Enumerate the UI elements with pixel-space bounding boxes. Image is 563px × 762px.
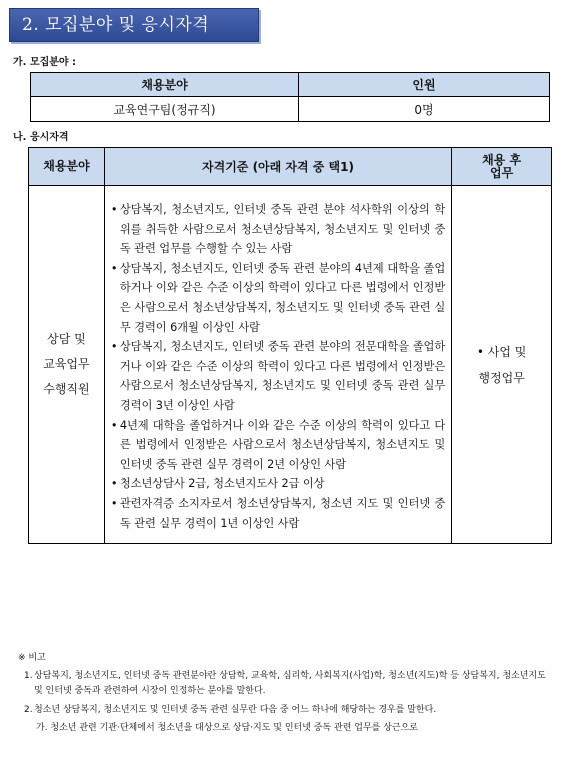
bullet-icon: • <box>110 340 118 354</box>
duty-cell: • 사업 및 행정업무 <box>452 186 552 544</box>
table-row <box>29 186 552 544</box>
criteria-item <box>111 259 445 337</box>
criteria-text: 상담복지, 청소년지도, 인터넷 중독 관련 분야 석사학위 이상의 학위를 취득한 사람으로서 청소년상담복지, 청소년지도 및 인터넷 중독 관련 업무를 수행할 수 있는 사람 <box>119 203 446 256</box>
note-number: 2. <box>24 705 33 715</box>
table-header-row <box>31 73 550 97</box>
note-text: 상담복지, 청소년지도, 인터넷 중독 관련분야란 상담학, 교육학, 심리학, 사회복지(사업)학, 청소년(지도)학 등 상담복지, 청소년지도 및 인터넷 중독과 관련하여 시장이 인정하는 분야를 말한다. <box>34 671 546 696</box>
bullet-icon: • <box>110 203 118 216</box>
header-field: 채용분야 <box>31 73 299 97</box>
recruit-field-cell: 교육연구팀(정규직) <box>31 97 299 122</box>
criteria-text: 관련자격증 소지자로서 청소년상담복지, 청소년 지도 및 인터넷 중독 관련 실무 경력이 1년 이상인 사람 <box>119 496 446 530</box>
criteria-text: 상담복지, 청소년지도, 인터넷 중독 관련 분야의 전문대학을 졸업하거나 이와 같은 수준 이상의 학력이 있다고 다른 법령에서 인정받은 사람으로서 청소년상담복지, 청소년지도 및 인터넷 중독 관련 실무 경력이 3년 이상인 사람 <box>119 340 446 412</box>
note-item <box>18 669 554 699</box>
criteria-item <box>111 494 445 533</box>
notes-ref: ※ 비고 <box>18 653 46 663</box>
header-criteria: 자격기준 (아래 자격 중 택1) <box>104 148 451 186</box>
bullet-icon: • <box>110 496 118 510</box>
note-number: 1. <box>24 671 33 681</box>
criteria-list <box>111 200 445 533</box>
bullet-icon: • <box>110 261 118 275</box>
header-count: 인원 <box>299 73 550 97</box>
criteria-item <box>111 416 445 475</box>
table-header-row <box>29 148 552 186</box>
criteria-cell <box>104 186 451 544</box>
qualification-table <box>28 147 552 544</box>
criteria-text: 상담복지, 청소년지도, 인터넷 중독 관련 분야의 4년제 대학을 졸업하거나 이와 같은 수준 이상의 학력이 있다고 다른 법령에서 인정받은 사람으로서 청소년상담복지, 청소년지도 및 인터넷 중독 관련 실무 경력이 6개월 이상인 사람 <box>119 261 446 334</box>
header-field: 채용분야 <box>29 148 105 186</box>
table-row <box>31 97 550 122</box>
criteria-text: 청소년상담사 2급, 청소년지도사 2급 이상 <box>119 477 325 491</box>
note-subitem: 가. 청소년 관련 기관·단체에서 청소년을 대상으로 상담·지도 및 인터넷 중독 관련 업무를 상근으로 <box>36 723 418 733</box>
recruit-table <box>30 72 550 122</box>
criteria-item <box>111 474 445 494</box>
criteria-item <box>111 200 445 259</box>
notes-section <box>18 651 554 736</box>
criteria-text: 4년제 대학을 졸업하거나 이와 같은 수준 이상의 학력이 있다고 다른 법령에서 인정받은 사람으로서 청소년상담복지, 청소년지도 및 인터넷 중독 관련 실무 경력이 2년 이상인 사람 <box>119 418 446 471</box>
field-cell: 상담 및 교육업무 수행직원 <box>29 186 105 544</box>
section-title: 2. 모집분야 및 응시자격 <box>9 8 259 42</box>
note-text: 청소년 상담복지, 청소년지도 및 인터넷 중독 관련 실무란 다음 중 어느 하나에 해당하는 경우를 말한다. <box>34 705 437 715</box>
recruit-label: 가. 모집분야 : <box>13 57 77 68</box>
header-duty: 채용 후 업무 <box>452 148 552 186</box>
recruit-count-cell: 0명 <box>299 97 550 122</box>
bullet-icon: • <box>110 418 118 432</box>
criteria-item <box>111 337 445 415</box>
note-item <box>18 703 554 718</box>
qualification-label: 나. 응시자격 <box>13 132 69 143</box>
bullet-icon: • <box>110 477 118 491</box>
